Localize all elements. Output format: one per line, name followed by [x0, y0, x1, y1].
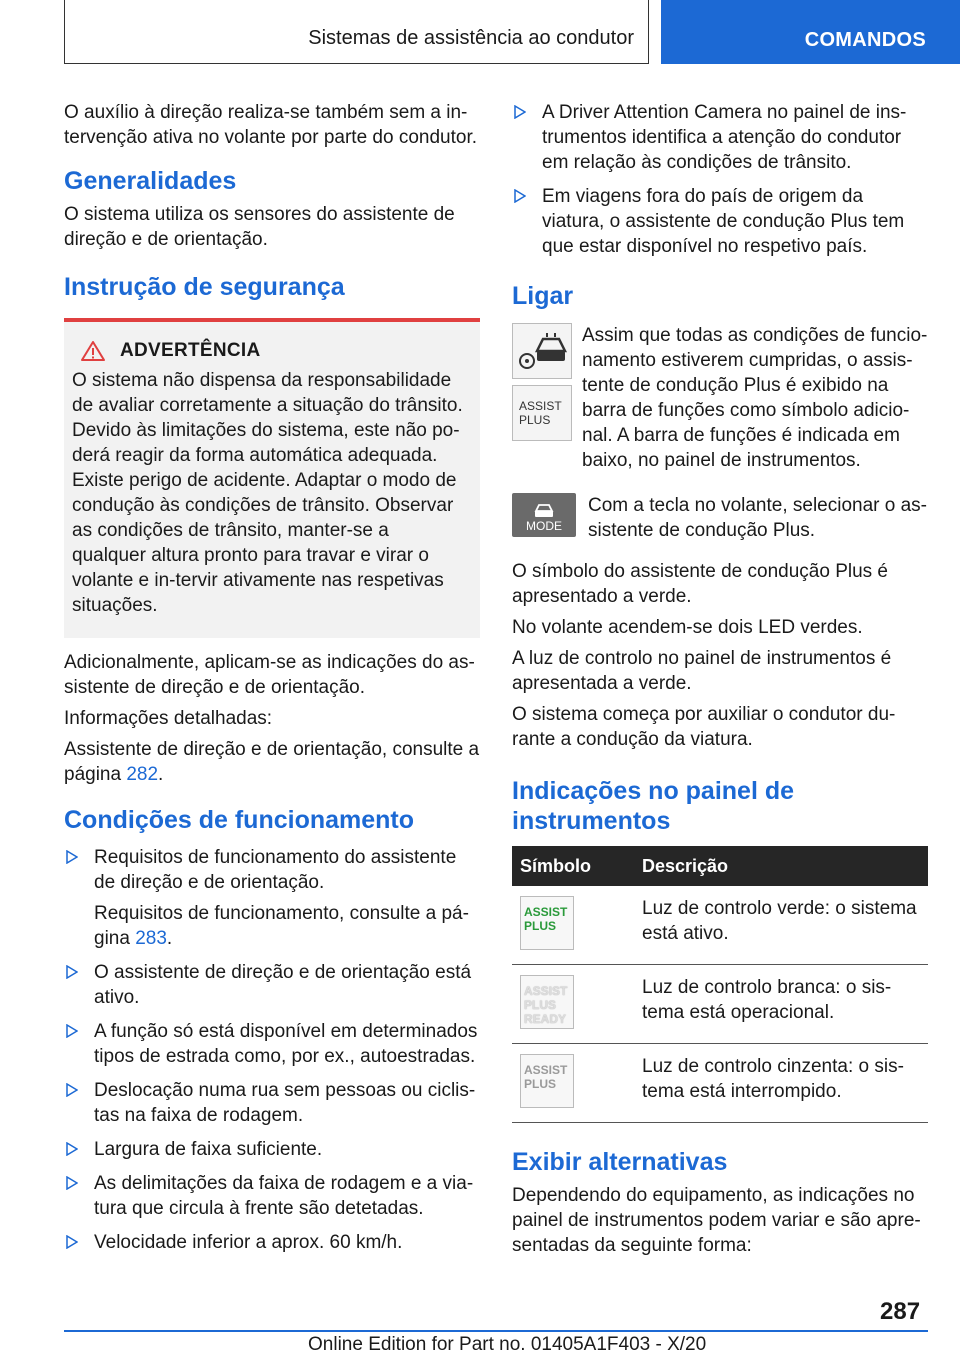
mode-row [512, 493, 928, 549]
warning-icon [80, 340, 106, 362]
bullet-item [512, 100, 928, 175]
triangle-bullet-icon [66, 850, 78, 864]
bullet-text: A Driver Attention Camera no painel de ins-trumentos identifica a atenção do condutor em relação às condições de trânsito. [542, 102, 907, 173]
section-title: Sistemas de assistência ao condutor [308, 27, 634, 49]
assist-plus-green-icon [520, 896, 574, 950]
icon-line: PLUS [524, 919, 557, 933]
page-link-283[interactable]: 283 [135, 928, 167, 949]
heading-condicoes: Condições de funcionamento [64, 806, 415, 834]
bullet-text: O assistente de direção e de orientação está ativo. [94, 962, 472, 1008]
icon-line: READY [524, 1012, 567, 1026]
triangle-bullet-icon [66, 1024, 78, 1038]
paragraph: O sistema começa por auxiliar o condutor du-rante a condução da viatura. [512, 704, 896, 750]
edition-text: Online Edition for Part no. 01405A1F403 - X/20 [308, 1334, 707, 1355]
bullet-sub-text [94, 901, 480, 951]
table-cell-description: Luz de controlo branca: o sis-tema está operacional. [634, 965, 928, 1044]
table-cell-description: Luz de controlo verde: o sistema está ativo. [634, 886, 928, 965]
assist-plus-icon-line: PLUS [519, 413, 551, 427]
heading-exibir: Exibir alternativas [512, 1148, 728, 1176]
bullet-item [64, 1137, 480, 1162]
icon-line: ASSIST [524, 1063, 568, 1077]
ligar-text: Assim que todas as condições de funcio-namento estiverem cumpridas, o assis-tente de condução Plus é exibido na barra de funções como símbolo adicio-nal. A barra de funções é indicada em baixo, no painel de instrumentos. [582, 325, 928, 471]
triangle-bullet-icon [66, 1176, 78, 1190]
bullet-text: Deslocação numa rua sem pessoas ou ciclis-tas na faixa de rodagem. [94, 1080, 476, 1126]
reference-text: Assistente de direção e de orientação, consulte a página [64, 739, 480, 785]
symbol-table [512, 846, 928, 1123]
paragraph: O símbolo do assistente de condução Plus é apresentado a verde. [512, 561, 889, 607]
mode-button-icon [512, 493, 576, 537]
reference-period: . [158, 764, 164, 785]
triangle-bullet-icon [514, 189, 526, 203]
warning-box [64, 318, 480, 638]
ligar-row [512, 323, 928, 479]
triangle-bullet-icon [66, 1142, 78, 1156]
bullet-text: Requisitos de funcionamento do assistente de direção e de orientação. [94, 847, 457, 893]
bullet-text: As delimitações da faixa de rodagem e a via-tura que circula à frente são detetadas. [94, 1173, 474, 1219]
table-header-description: Descrição [634, 846, 928, 886]
bullet-sub-period: . [166, 928, 173, 949]
triangle-bullet-icon [514, 105, 526, 119]
paragraph: No volante acendem-se dois LED verdes. [512, 617, 863, 638]
assist-plus-grey-icon [520, 1054, 574, 1108]
table-row [512, 1044, 928, 1123]
table-header-symbol: Símbolo [512, 846, 634, 886]
bullet-item [64, 1019, 480, 1069]
bullet-sub-label: Requisitos de funcionamento, consulte a pá-gina [94, 903, 469, 949]
heading-indicacoes: Indicações no painel de instrumentos [512, 777, 795, 835]
chapter-tab[interactable] [661, 0, 960, 64]
bullet-item [64, 1078, 480, 1128]
details-label: Informações detalhadas: [64, 708, 273, 729]
mode-label: MODE [526, 519, 562, 533]
assist-plus-icon-line: ASSIST [519, 399, 562, 413]
bullet-text: Velocidade inferior a aprox. 60 km/h. [94, 1232, 403, 1253]
heading-generalidades: Generalidades [64, 167, 237, 195]
bullet-text: Em viagens fora do país de origem da viatura, o assistente de condução Plus tem que estar disponível no respetivo país. [542, 186, 905, 257]
triangle-bullet-icon [66, 965, 78, 979]
icon-line: PLUS [524, 1077, 557, 1091]
table-row [512, 965, 928, 1044]
bullet-text: Largura de faixa suficiente. [94, 1139, 323, 1160]
warning-text: O sistema não dispensa da responsabilidade de avaliar corretamente a situação do trânsito. Devido às limitações do sistema, este não po-derá reagir da forma automática adequada. Existe perigo de acidente. Adaptar o modo de condução às condições de trânsito. Observar as condições de trânsito, manter-se a qualquer altura pronto para travar e virar o volante e in-tervir ativamente nas respetivas situações. [72, 370, 463, 616]
icon-line: ASSIST [524, 984, 568, 998]
triangle-bullet-icon [66, 1235, 78, 1249]
mode-text: Com a tecla no volante, selecionar o as-sistente de condução Plus. [588, 495, 928, 541]
section-header [64, 0, 649, 64]
bullet-item [64, 845, 480, 951]
footer-divider [64, 1330, 928, 1332]
intro-paragraph: O auxílio à direção realiza-se também sem a in-tervenção ativa no volante por parte do condutor. [64, 102, 477, 148]
icon-line: ASSIST [524, 905, 568, 919]
bullet-item [64, 1171, 480, 1221]
page-link-282[interactable]: 282 [126, 764, 159, 785]
reference-paragraph [64, 737, 480, 787]
left-column [64, 100, 480, 1264]
bullet-item [64, 1230, 480, 1255]
bullet-item [512, 184, 928, 259]
page-number: 287 [880, 1298, 921, 1325]
right-column [512, 100, 928, 1264]
chapter-title: COMANDOS [804, 29, 926, 51]
bullet-item [64, 960, 480, 1010]
heading-seguranca: Instrução de segurança [64, 273, 345, 301]
paragraph: A luz de controlo no painel de instrumentos é apresentada a verde. [512, 648, 892, 694]
table-cell-description: Luz de controlo cinzenta: o sis-tema está interrompido. [634, 1044, 928, 1123]
assist-plus-ready-icon [520, 975, 574, 1029]
bullet-text: A função só está disponível em determinados tipos de estrada como, por ex., autoestradas. [94, 1021, 478, 1067]
exibir-text: Dependendo do equipamento, as indicações no painel de instrumentos podem variar e são apre-sentadas da seguinte forma: [512, 1185, 921, 1256]
heading-ligar: Ligar [512, 282, 574, 310]
warning-title: ADVERTÊNCIA [120, 340, 261, 361]
generalidades-text: O sistema utiliza os sensores do assistente de direção e de orientação. [64, 204, 455, 250]
steering-assist-icon [512, 323, 572, 379]
icon-line: PLUS [524, 998, 557, 1012]
additional-paragraph: Adicionalmente, aplicam-se as indicações do as-sistente de direção e de orientação. [64, 652, 475, 698]
table-row [512, 886, 928, 965]
assist-plus-icon [512, 385, 572, 441]
triangle-bullet-icon [66, 1083, 78, 1097]
